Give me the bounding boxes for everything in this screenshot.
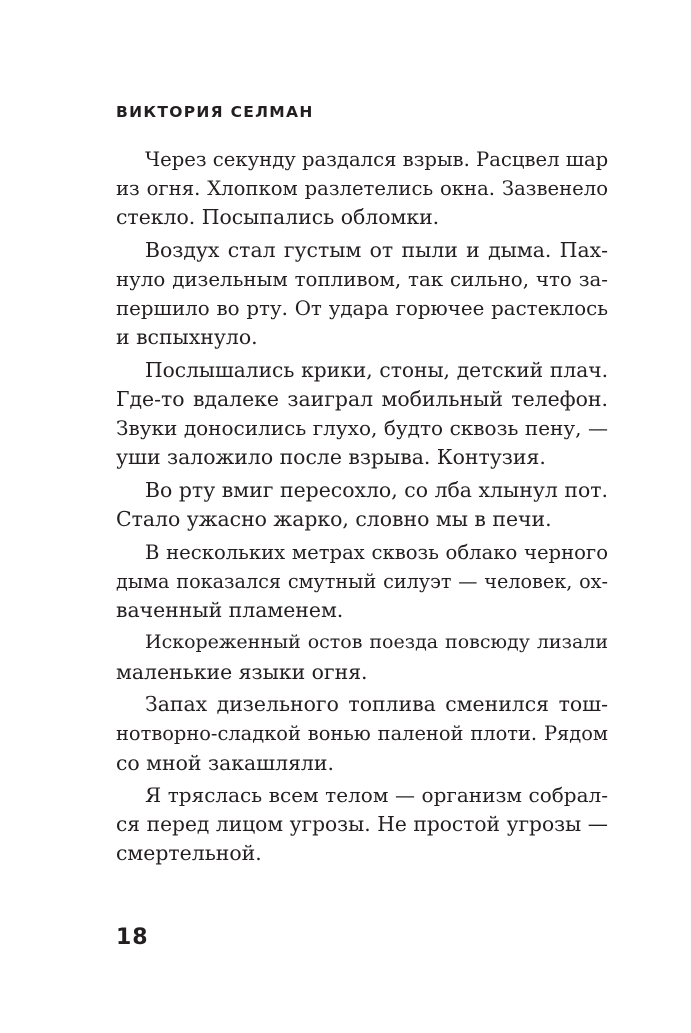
- paragraph-1: [116, 145, 608, 233]
- text-line: и вспыхнуло.: [116, 325, 258, 350]
- text-line: уши заложило после взрыва. Контузия.: [116, 445, 546, 470]
- paragraph-3: [116, 356, 608, 473]
- paragraph-4: [116, 476, 608, 534]
- text-line: Послышались крики, стоны, детский плач.: [145, 357, 608, 382]
- paragraph-8: [116, 781, 608, 869]
- text-line: нуло дизельным топливом, так сильно, что за-: [116, 268, 608, 292]
- text-line: ся перед лицом угрозы. Не простой угрозы —: [116, 812, 608, 837]
- paragraph-2: [116, 236, 608, 353]
- text-line: стекло. Посыпались обломки.: [116, 205, 440, 230]
- text-line: нотворно-сладкой вонью паленой плоти. Рядом: [116, 722, 608, 746]
- text-line: ваченный пламенем.: [116, 598, 344, 622]
- text-line: Во рту вмиг пересохло, со лба хлынул пот.: [145, 477, 608, 502]
- paragraph-7: [116, 690, 608, 778]
- text-line: Воздух стал густым от пыли и дыма. Пах-: [145, 237, 608, 262]
- text-line: маленькие языки огня.: [116, 659, 368, 684]
- text-line: Я тряслась всем телом — организм собрал-: [145, 783, 608, 808]
- text-line: Запах дизельного топлива сменился тош-: [145, 692, 608, 717]
- text-line: Через секунду раздался взрыв. Расцвел шар: [145, 148, 609, 171]
- body-text: [116, 145, 608, 872]
- paragraph-5: [116, 538, 608, 626]
- text-line: В нескольких метрах сквозь облако черного: [145, 540, 608, 564]
- text-line: из огня. Хлопком разлетелись окна. Зазвенело: [116, 177, 608, 201]
- text-line: со мной закашляли.: [116, 750, 334, 775]
- text-line: Искореженный остов поезда повсюду лизали: [145, 631, 608, 654]
- text-line: дыма показался смутный силуэт — человек, ох-: [116, 569, 608, 593]
- text-line: Звуки доносились глухо, будто сквозь пену, —: [116, 416, 608, 441]
- text-line: смертельной.: [116, 841, 262, 866]
- text-line: першило во рту. От удара горючее растеклось: [116, 297, 608, 321]
- page-number: 18: [116, 925, 149, 950]
- text-line: Где-то вдалеке заиграл мобильный телефон.: [116, 387, 608, 412]
- running-head-author: ВИКТОРИЯ СЕЛМАН: [116, 103, 314, 121]
- text-line: Стало ужасно жарко, словно мы в печи.: [116, 507, 552, 532]
- paragraph-6: [116, 628, 608, 686]
